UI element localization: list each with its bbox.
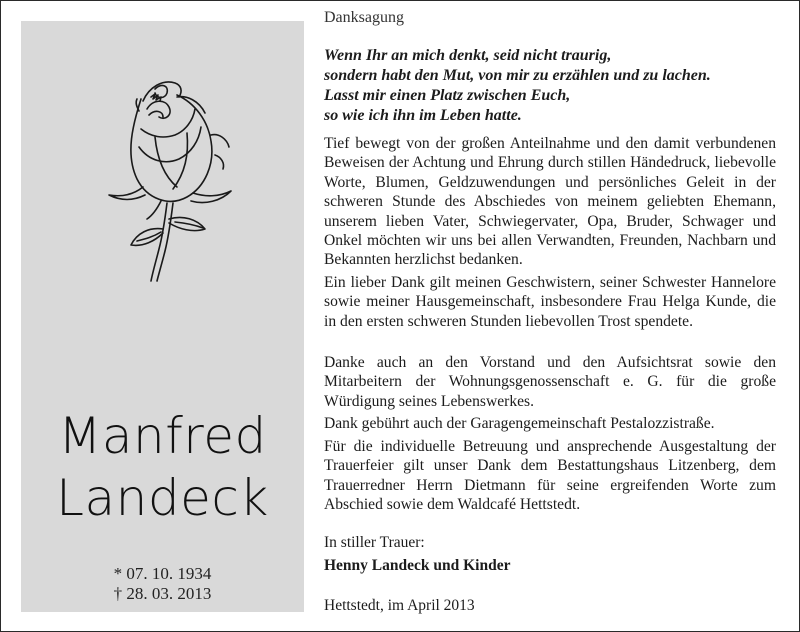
paragraph: Tief bewegt von der großen Anteilnahme und den damit verbundenen Beweisen der Achtung und Ehrung durch stillen Händedruck, liebevolle Worte, Blumen, Geldzuwendungen und persönliches Geleit in der schweren Stunde des Abschiedes von meinem geliebten Ehemann, unserem lieben Vater, Schwiegervater, Opa, Bruder, Schwager und Onkel möchten wir uns bei allen Verwandten, Freunden, Nachbarn und Bekannten herzlichst bedanken. [324,135,776,269]
quote-line: sondern habt den Mut, von mir zu erzählen und zu lachen. [324,67,711,84]
place-date: Hettstedt, im April 2013 [324,597,475,614]
paragraph: Für die individuelle Betreuung und ansprechende Ausgestaltung der Trauerfeier gilt unser Dank dem Bestattungshaus Litzenberg, dem Trauerredner Herrn Dietmann für seine ergreifenden Worte zum Abschied sowie dem Waldcafé Hettstedt. [324,438,776,514]
rose-icon [103,69,238,284]
paragraph: Ein lieber Dank gilt meinen Geschwistern, seiner Schwester Hannelore sowie meiner Hausgemeinschaft, insbesondere Frau Helga Kunde, die in den ersten schweren Stunden liebevollen Trost spendete. [324,274,776,330]
signature-names: Henny Landeck und Kinder [324,557,511,574]
deceased-last-name: Landeck [56,469,269,527]
signature-intro: In stiller Trauer: [324,534,425,551]
deceased-first-name: Manfred [58,407,267,465]
heading: Danksagung [324,9,404,26]
quote-line: so wie ich ihn im Leben hatte. [324,107,522,124]
birth-date: * 07. 10. 1934 [113,564,212,583]
quote-line: Wenn Ihr an mich denkt, seid nicht traurig, [324,47,612,64]
paragraph: Dank gebührt auch der Garagengemeinschaft Pestalozzistraße. [324,415,715,432]
paragraph: Danke auch an den Vorstand und den Aufsichtsrat sowie den Mitarbeitern der Wohnungsgenossenschaft e. G. für die große Würdigung seines Lebenswerkes. [324,354,776,410]
memorial-panel [21,21,304,612]
death-date: † 28. 03. 2013 [113,584,212,603]
quote-line: Lasst mir einen Platz zwischen Euch, [324,87,571,104]
